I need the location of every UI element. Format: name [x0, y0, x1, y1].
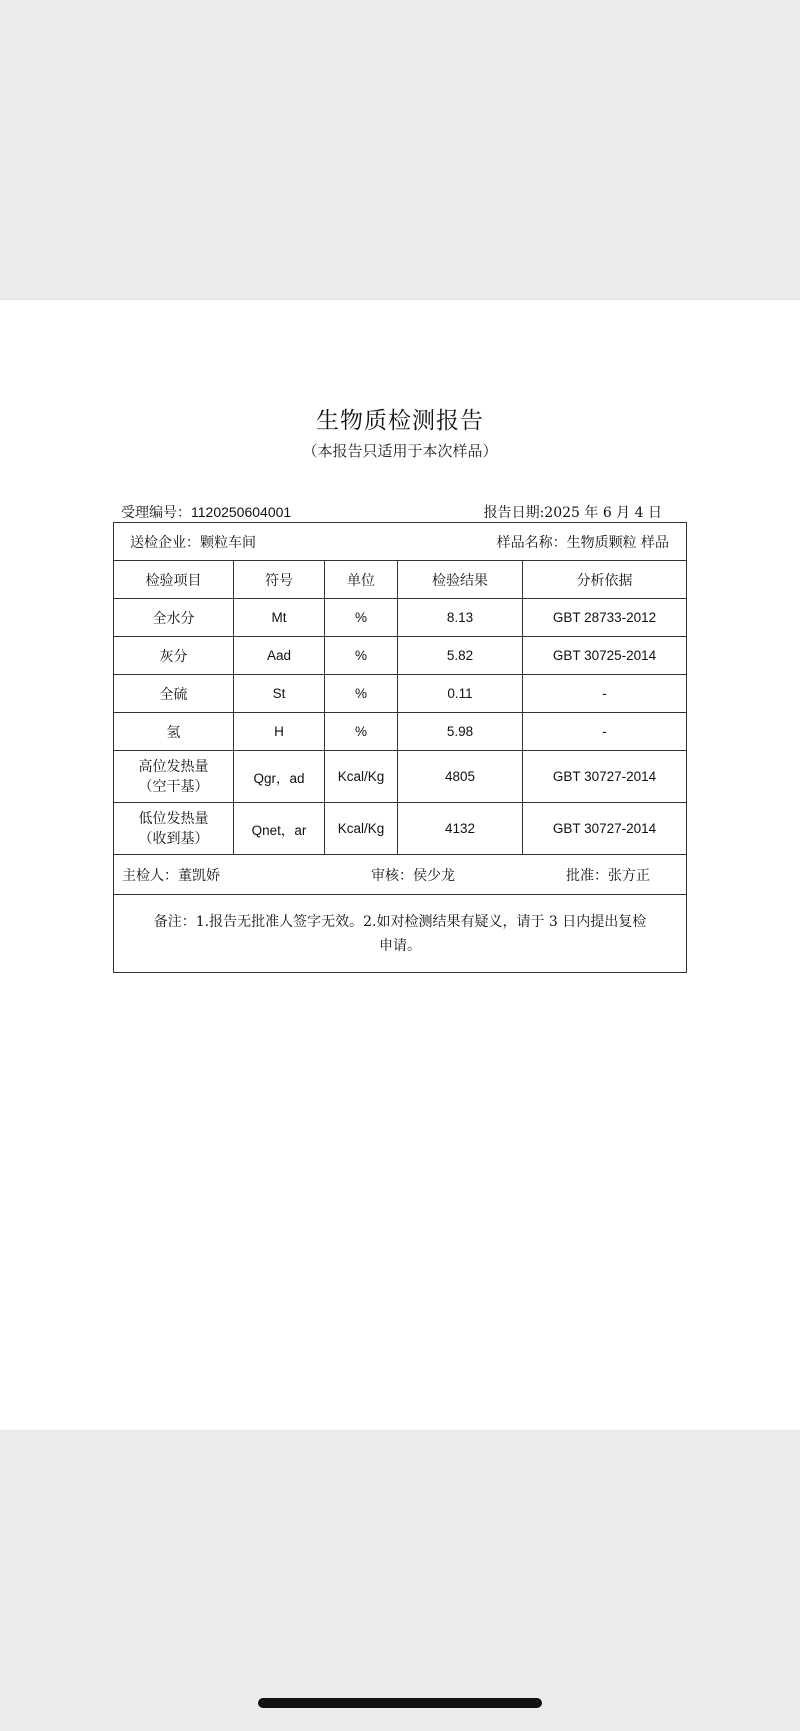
acceptance-number	[121, 502, 291, 522]
header-result: 检验结果	[398, 561, 523, 599]
symbol-cell: H	[234, 713, 325, 751]
result-cell: 5.98	[398, 713, 523, 751]
header-item: 检验项目	[114, 561, 234, 599]
table-row	[114, 599, 687, 637]
table-row	[114, 637, 687, 675]
home-indicator[interactable]	[258, 1698, 542, 1708]
symbol-cell: Mt	[234, 599, 325, 637]
symbol-cell: Aad	[234, 637, 325, 675]
acceptance-label: 受理编号：	[121, 505, 191, 521]
table-row	[114, 751, 687, 803]
unit-cell: Kcal/Kg	[325, 803, 398, 855]
sender-row	[114, 523, 687, 561]
result-cell: 4805	[398, 751, 523, 803]
remarks-line-1: 备注：1.报告无批准人签字无效。2.如对检测结果有疑义，请于 3 日内提出复检	[153, 913, 647, 930]
table-row	[114, 803, 687, 855]
header-basis: 分析依据	[523, 561, 687, 599]
sample-name: 样品名称：生物质颗粒 样品	[496, 534, 670, 551]
item-cell	[114, 751, 234, 803]
symbol-cell: Qnet，ar	[234, 803, 325, 855]
result-cell: 4132	[398, 803, 523, 855]
unit-cell: Kcal/Kg	[325, 751, 398, 803]
basis-cell: GBT 28733-2012	[523, 599, 687, 637]
reviewer: 审核：侯少龙	[371, 867, 456, 884]
basis-cell: -	[523, 675, 687, 713]
header-symbol: 符号	[234, 561, 325, 599]
sender-company: 送检企业：颗粒车间	[130, 534, 256, 551]
basis-cell: GBT 30727-2014	[523, 803, 687, 855]
table-row	[114, 713, 687, 751]
item-basis-note: （空干基）	[138, 778, 209, 795]
item-cell	[114, 803, 234, 855]
report-title: 生物质检测报告	[316, 408, 484, 434]
item-cell: 氢	[114, 713, 234, 751]
results-table	[113, 522, 687, 973]
item-cell: 全硫	[114, 675, 234, 713]
report-subtitle: （本报告只适用于本次样品）	[302, 442, 498, 460]
note-row	[114, 895, 687, 973]
unit-cell: %	[325, 637, 398, 675]
report-page	[0, 300, 800, 1430]
result-cell: 8.13	[398, 599, 523, 637]
header-unit: 单位	[325, 561, 398, 599]
approver: 批准：张方正	[566, 867, 651, 884]
symbol-cell: Qgr，ad	[234, 751, 325, 803]
basis-cell: -	[523, 713, 687, 751]
item-cell: 灰分	[114, 637, 234, 675]
unit-cell: %	[325, 599, 398, 637]
item-name: 高位发热量	[138, 758, 209, 775]
item-cell: 全水分	[114, 599, 234, 637]
result-cell: 5.82	[398, 637, 523, 675]
result-cell: 0.11	[398, 675, 523, 713]
unit-cell: %	[325, 675, 398, 713]
remarks-line-2: 申请。	[379, 937, 422, 954]
header-row	[114, 561, 687, 599]
report-date: 报告日期:2025 年 6 月 4 日	[483, 505, 662, 521]
acceptance-value: 1120250604001	[191, 504, 292, 520]
inspector: 主检人：董凯娇	[122, 867, 220, 884]
table-row	[114, 675, 687, 713]
symbol-cell: St	[234, 675, 325, 713]
item-name: 低位发热量	[138, 810, 209, 827]
unit-cell: %	[325, 713, 398, 751]
signature-row	[114, 855, 687, 895]
remarks	[118, 910, 682, 958]
item-basis-note: （收到基）	[138, 830, 209, 847]
basis-cell: GBT 30727-2014	[523, 751, 687, 803]
basis-cell: GBT 30725-2014	[523, 637, 687, 675]
